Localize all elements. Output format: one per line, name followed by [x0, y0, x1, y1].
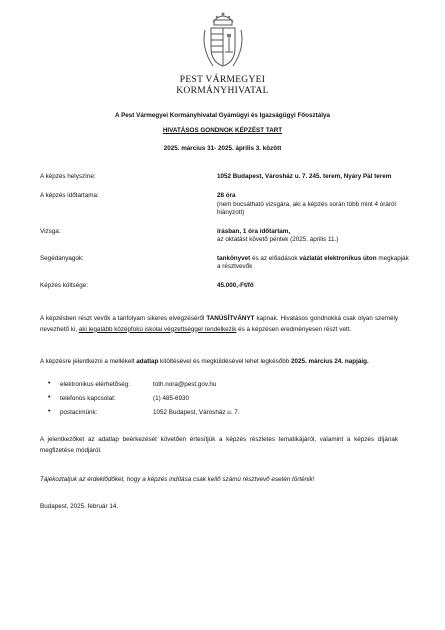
cost-label: Képzés költsége:	[40, 282, 88, 289]
duration-label: A képzés időtartama:	[40, 192, 99, 199]
materials-value	[217, 255, 412, 271]
contact-email-value[interactable]: toth.nora@pest.gov.hu	[153, 381, 217, 388]
org-name-line2: KORMÁNYHIVATAL	[176, 86, 269, 96]
exam-note: az oktatást követő péntek (2025. április 11.)	[217, 236, 339, 243]
application-text-1: A képzésre jelentkezni a mellékelt	[40, 358, 137, 365]
application-deadline: 2025. március 24. napjáig.	[290, 358, 369, 365]
exam-label: Vizsga:	[40, 228, 61, 235]
notification-paragraph: A jelentkezőket az adatlap beérkezését követően értesítjük a képzés részletes tematikájáról, valamint a képzés díjának megfizetése módjáról.	[40, 436, 398, 454]
application-text-2: kitöltésével és megküldésével lehet legkésőbb	[158, 358, 291, 365]
education-requirement: aki legalább középfokú iskolai végzettséggel rendelkezik	[78, 325, 237, 333]
bullet-icon: •	[48, 394, 51, 401]
department-heading: A Pest Vármegyei Kormányhivatal Gyámügyi és Igazságügyi Főosztálya	[115, 112, 330, 119]
training-dates: 2025. március 31- 2025. április 3. között	[163, 145, 282, 152]
document-title: HIVATÁSOS GONDNOK KÉPZÉST TART	[162, 127, 283, 134]
location-value: 1052 Budapest, Városház u. 7. 245. terem, Nyáry Pál terem	[217, 173, 392, 180]
contact-phone-label: telefonos kapcsolat:	[60, 395, 116, 402]
bullet-icon: •	[48, 408, 51, 415]
materials-label: Segédanyagok:	[40, 255, 84, 262]
certificate-text-3: és a képzésen eredményesen részt vett.	[236, 325, 352, 333]
certificate-word: TANÚSÍTVÁNYT	[206, 315, 255, 322]
application-form-word: adatlap	[136, 358, 159, 365]
materials-electronic: vázlatát elektronikus úton	[299, 255, 377, 262]
certificate-paragraph	[40, 314, 398, 335]
notice-paragraph: Tájékoztatjuk az érdeklődőket, hogy a képzés indítása csak kellő számú résztvevő esetén történik!	[40, 476, 315, 483]
cost-value: 45.000,-Ft/fő	[217, 282, 254, 289]
location-label: A képzés helyszíne:	[40, 173, 96, 180]
certificate-text-1: A képzésben részt vevők a tanfolyam sikeres elvégzéséről	[40, 315, 207, 322]
materials-textbook: tankönyvet	[217, 255, 251, 262]
contact-email-label: elektronikus elérhetőség:	[60, 381, 131, 388]
duration-note: (nem bocsátható vizsgára, aki a képzés során több mint 4 óráról hiányzott)	[217, 201, 396, 217]
contact-postal-value: 1052 Budapest, Városház u. 7.	[153, 409, 240, 416]
org-name-line1: PEST VÁRMEGYEI	[179, 75, 266, 85]
exam-value: írásban, 1 óra időtartam,	[217, 228, 291, 235]
materials-rest: megkapják a résztvevők	[217, 255, 409, 271]
materials-and: és az előadások	[250, 255, 300, 262]
application-paragraph	[40, 357, 398, 368]
bullet-icon: •	[48, 380, 51, 387]
contact-postal-label: postacímünk:	[60, 409, 98, 416]
contact-phone-value: (1) 485-6930	[153, 395, 190, 402]
coat-of-arms-icon	[199, 8, 247, 72]
duration-value: 28 óra	[217, 192, 236, 199]
certificate-text-2: kapnak. Hivatásos gondnokká csak olyan személy nevezhető ki,	[40, 315, 398, 333]
footer-date: Budapest, 2025. február 14.	[40, 503, 119, 510]
